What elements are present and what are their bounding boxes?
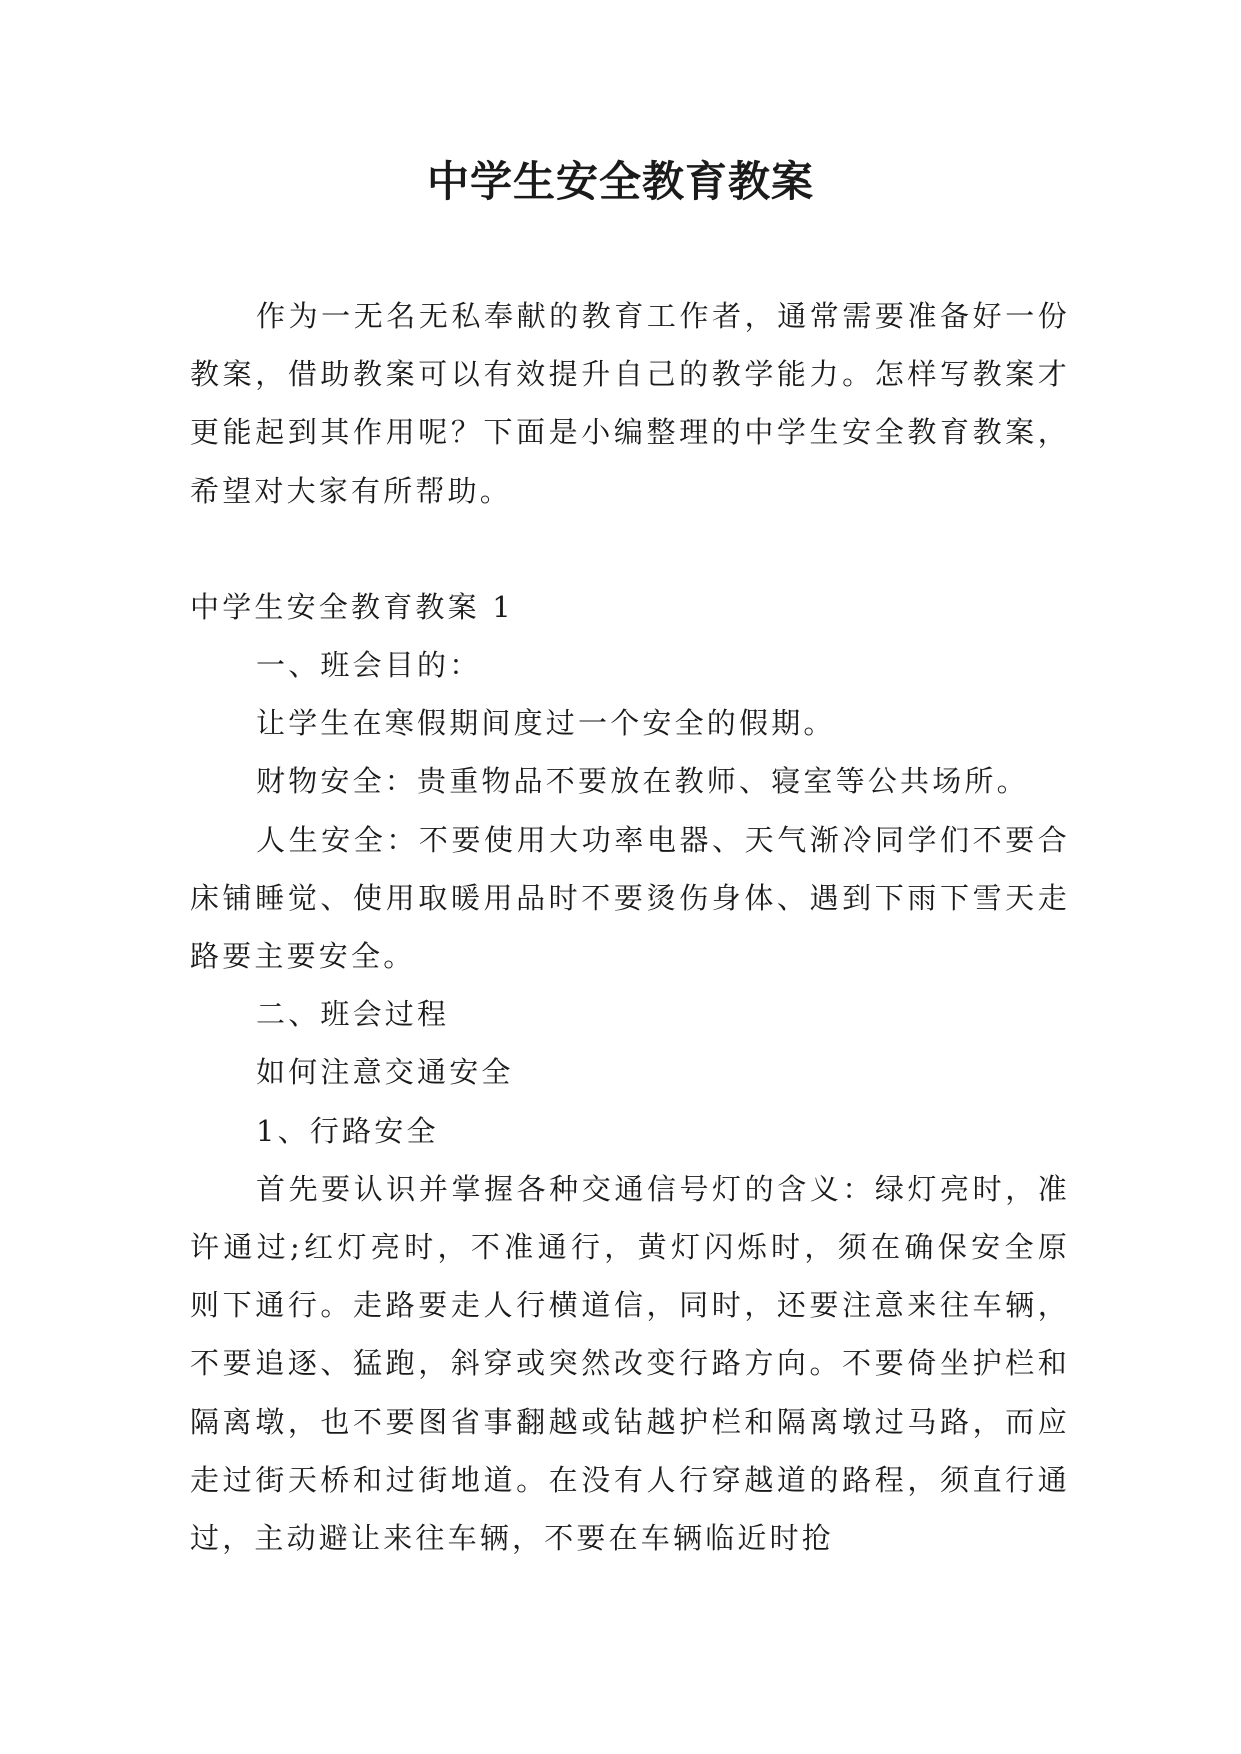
- paragraph-personal-safety: 人生安全：不要使用大功率电器、天气渐冷同学们不要合床铺睡觉、使用取暖用品时不要烫伤身体、遇到下雨下雪天走路要主要安全。: [190, 822, 1070, 974]
- document-body: [190, 287, 1070, 1567]
- paragraph-traffic-safety-heading: 如何注意交通安全: [256, 1055, 514, 1090]
- paragraph-walking-safety-heading: 1、行路安全: [256, 1113, 439, 1148]
- paragraph-class-process-heading: 二、班会过程: [256, 997, 450, 1032]
- paragraph-walking-safety: 首先要认识并掌握各种交通信号灯的含义：绿灯亮时，准许通过;红灯亮时，不准通行，黄灯闪烁时，须在确保安全原则下通行。走路要走人行横道信，同时，还要注意来往车辆，不要追逐、猛跑，斜穿或突然改变行路方向。不要倚坐护栏和隔离墩，也不要图省事翻越或钻越护栏和隔离墩过马路，而应走过街天桥和过街地道。在没有人行穿越道的路程，须直行通过，主动避让来往车辆，不要在车辆临近时抢: [190, 1171, 1070, 1556]
- section-heading: 中学生安全教育教案 1: [190, 589, 514, 624]
- document-title: 中学生安全教育教案: [426, 157, 814, 206]
- paragraph-class-goal-heading: 一、班会目的：: [256, 648, 482, 683]
- paragraph-class-goal: 让学生在寒假期间度过一个安全的假期。: [256, 706, 836, 741]
- intro-paragraph: 作为一无名无私奉献的教育工作者，通常需要准备好一份教案，借助教案可以有效提升自己的教学能力。怎样写教案才更能起到其作用呢？下面是小编整理的中学生安全教育教案，希望对大家有所帮助。: [190, 299, 1070, 508]
- paragraph-property-safety: 财物安全：贵重物品不要放在教师、寝室等公共场所。: [256, 764, 1029, 799]
